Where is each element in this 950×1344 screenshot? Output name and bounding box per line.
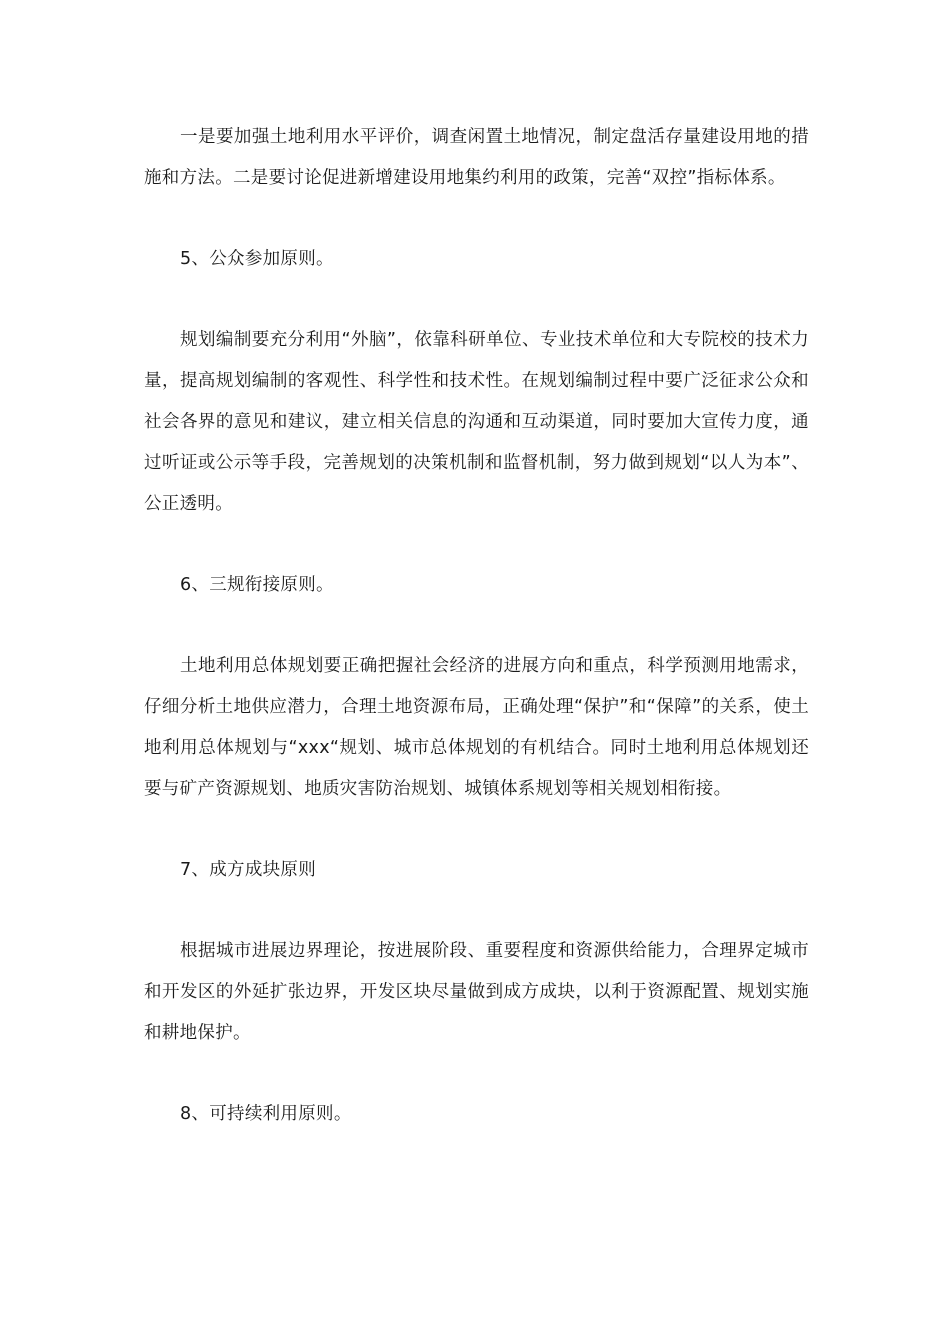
heading-sustainable-use: 8、可持续利用原则。 xyxy=(180,1104,352,1124)
paragraph-public-participation: 规划编制要充分利用“外脑”，依靠科研单位、专业技术单位和大专院校的技术力量，提高规划编制的客观性、科学性和技术性。在规划编制过程中要广泛征求公众和社会各界的意见和建议，建立相关信息的沟通和互动渠道，同时要加大宣传力度，通过听证或公示等手段，完善规划的决策机制和监督机制，努力做到规划“以人为本”、公正透明。 xyxy=(144,330,809,514)
heading-three-plans: 6、三规衔接原则。 xyxy=(180,575,334,595)
paragraph-land-evaluation: 一是要加强土地利用水平评价，调查闲置土地情况，制定盘活存量建设用地的措施和方法。二是要讨论促进新增建设用地集约利用的政策，完善“双控”指标体系。 xyxy=(144,127,809,188)
heading-public-participation: 5、公众参加原则。 xyxy=(180,249,334,269)
paragraph-three-plans: 土地利用总体规划要正确把握社会经济的进展方向和重点，科学预测用地需求，仔细分析土地供应潜力，合理土地资源布局，正确处理“保护”和“保障”的关系，使土地利用总体规划与“xxx“规划、城市总体规划的有机结合。同时土地利用总体规划还要与矿产资源规划、地质灾害防治规划、城镇体系规划等相关规划相衔接。 xyxy=(144,656,809,799)
heading-contiguous-blocks: 7、成方成块原则 xyxy=(180,860,317,880)
document-body xyxy=(144,117,809,1175)
paragraph-contiguous-blocks: 根据城市进展边界理论，按进展阶段、重要程度和资源供给能力，合理界定城市和开发区的外延扩张边界，开发区块尽量做到成方成块，以利于资源配置、规划实施和耕地保护。 xyxy=(144,941,809,1043)
